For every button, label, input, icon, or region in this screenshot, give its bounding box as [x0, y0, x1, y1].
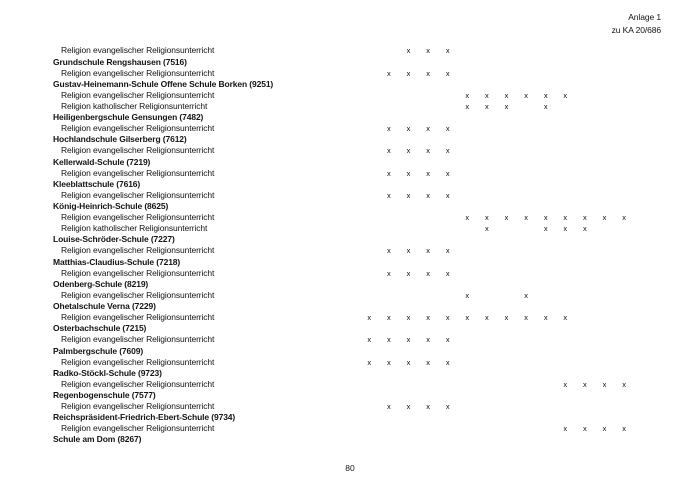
school-row	[0, 279, 700, 290]
grade-mark-x: x	[543, 101, 548, 111]
school-row	[0, 346, 700, 357]
grade-mark-x: x	[387, 335, 391, 345]
grade-mark-x: x	[406, 190, 411, 200]
subject-label: Religion evangelischer Religionsunterricht	[61, 356, 215, 367]
grade-mark-x: x	[504, 90, 509, 100]
grade-mark-x: x	[445, 357, 450, 367]
school-row	[0, 301, 700, 312]
grade-mark-x: x	[583, 379, 587, 389]
school-name: Schule am Dom (8267)	[53, 434, 142, 445]
grade-mark-x: x	[485, 101, 489, 111]
subject-label: Religion evangelischer Religionsunterricht	[61, 123, 215, 134]
grade-mark-x: x	[485, 224, 489, 234]
subject-label: Religion katholischer Religionsunterricht	[61, 223, 208, 234]
subject-row	[0, 312, 700, 323]
school-name: Regenbogenschule (7577)	[53, 389, 156, 400]
grade-mark-x: x	[563, 224, 568, 234]
grade-mark-x: x	[445, 168, 450, 178]
grade-mark-x: x	[622, 379, 626, 389]
grade-mark-x: x	[426, 357, 430, 367]
subject-label: Religion evangelischer Religionsunterricht	[61, 267, 215, 278]
grade-mark-x: x	[426, 46, 430, 56]
grade-mark-x: x	[406, 402, 411, 412]
grade-mark-x: x	[406, 68, 411, 78]
grade-mark-x: x	[426, 190, 430, 200]
subject-row	[0, 101, 700, 112]
school-name: Radko-Stöckl-Schule (9723)	[53, 367, 162, 378]
grade-mark-x: x	[426, 146, 430, 156]
grade-mark-x: x	[563, 90, 568, 100]
grade-mark-x: x	[445, 46, 450, 56]
grade-mark-x: x	[406, 357, 411, 367]
subject-row	[0, 68, 700, 79]
header-annex-label: Anlage 1	[628, 12, 661, 22]
grade-mark-x: x	[445, 246, 450, 256]
grade-mark-x: x	[504, 101, 509, 111]
grade-mark-x: x	[445, 68, 450, 78]
school-row	[0, 323, 700, 334]
school-name: Osterbachschule (7215)	[53, 323, 147, 334]
grade-mark-x: x	[485, 90, 489, 100]
grade-mark-x: x	[426, 68, 430, 78]
grade-mark-x: x	[387, 313, 391, 323]
grade-mark-x: x	[465, 90, 470, 100]
subject-label: Religion evangelischer Religionsunterricht	[61, 289, 215, 300]
grade-mark-x: x	[387, 357, 391, 367]
grade-mark-x: x	[406, 124, 411, 134]
grade-mark-x: x	[524, 213, 528, 223]
grade-mark-x: x	[485, 313, 489, 323]
subject-label: Religion evangelischer Religionsunterricht	[61, 378, 215, 389]
grade-mark-x: x	[387, 402, 391, 412]
grade-mark-x: x	[445, 190, 450, 200]
subject-label: Religion evangelischer Religionsunterricht	[61, 145, 215, 156]
grade-mark-x: x	[406, 335, 411, 345]
subject-label: Religion evangelischer Religionsunterricht	[61, 312, 215, 323]
grade-mark-x: x	[406, 146, 411, 156]
subject-row	[0, 223, 700, 234]
subject-row	[0, 423, 700, 434]
grade-mark-x: x	[367, 357, 372, 367]
subject-row	[0, 145, 700, 156]
grade-mark-x: x	[602, 213, 607, 223]
school-name: Odenberg-Schule (8219)	[53, 278, 149, 289]
subject-row	[0, 268, 700, 279]
school-name: König-Heinrich-Schule (8625)	[53, 201, 169, 211]
school-name: Hochlandschule Gilserberg (7612)	[53, 134, 187, 145]
school-row	[0, 434, 700, 445]
grade-mark-x: x	[524, 290, 528, 300]
grade-mark-x: x	[367, 335, 372, 345]
grade-mark-x: x	[406, 313, 411, 323]
grade-mark-x: x	[387, 268, 391, 278]
school-row	[0, 201, 700, 212]
grade-mark-x: x	[583, 224, 587, 234]
grade-mark-x: x	[465, 101, 470, 111]
header-reference-label: zu KA 20/686	[611, 25, 661, 35]
grade-mark-x: x	[387, 146, 391, 156]
subject-row	[0, 357, 700, 368]
grade-mark-x: x	[426, 168, 430, 178]
school-row	[0, 179, 700, 190]
grade-mark-x: x	[622, 213, 626, 223]
grade-mark-x: x	[563, 313, 568, 323]
subject-label: Religion evangelischer Religionsunterricht	[61, 67, 215, 78]
subject-row	[0, 190, 700, 201]
grade-mark-x: x	[426, 124, 430, 134]
school-name: Grundschule Rengshausen (7516)	[53, 56, 187, 67]
subject-label: Religion evangelischer Religionsunterricht	[61, 401, 215, 412]
grade-mark-x: x	[524, 313, 528, 323]
school-name: Ohetalschule Verna (7229)	[53, 301, 156, 312]
subject-row	[0, 123, 700, 134]
grade-mark-x: x	[406, 168, 411, 178]
subject-label: Religion evangelischer Religionsunterricht	[61, 212, 215, 223]
grade-mark-x: x	[543, 213, 548, 223]
subject-row	[0, 168, 700, 179]
school-name: Gustav-Heinemann-Schule Offene Schule Borken (9251)	[53, 78, 274, 89]
grade-mark-x: x	[406, 46, 411, 56]
school-name: Matthias-Claudius-Schule (7218)	[53, 256, 181, 267]
school-row	[0, 157, 700, 168]
grade-mark-x: x	[445, 402, 450, 412]
grade-mark-x: x	[445, 268, 450, 278]
school-name: Reichspräsident-Friedrich-Ebert-Schule (9734)	[53, 412, 236, 423]
grade-mark-x: x	[465, 213, 470, 223]
school-row	[0, 134, 700, 145]
page-footer	[0, 462, 700, 474]
grade-mark-x: x	[543, 313, 548, 323]
subject-row	[0, 379, 700, 390]
grade-mark-x: x	[563, 379, 568, 389]
subject-label: Religion evangelischer Religionsunterricht	[61, 423, 215, 434]
grade-mark-x: x	[406, 246, 411, 256]
grade-mark-x: x	[543, 90, 548, 100]
subject-row	[0, 290, 700, 301]
grade-mark-x: x	[426, 402, 430, 412]
school-row	[0, 234, 700, 245]
grade-mark-x: x	[445, 313, 450, 323]
school-row	[0, 368, 700, 379]
school-name: Kleeblattschule (7616)	[53, 178, 141, 189]
grade-mark-x: x	[387, 68, 391, 78]
subject-label: Religion evangelischer Religionsunterricht	[61, 89, 215, 100]
school-name: Kellerwald-Schule (7219)	[53, 156, 151, 167]
grade-mark-x: x	[504, 213, 509, 223]
grade-mark-x: x	[622, 424, 626, 434]
subject-row	[0, 212, 700, 223]
grade-mark-x: x	[524, 90, 528, 100]
grade-mark-x: x	[426, 268, 430, 278]
school-name: Louise-Schröder-Schule (7227)	[53, 234, 175, 245]
grade-mark-x: x	[465, 290, 470, 300]
school-row	[0, 79, 700, 90]
grade-mark-x: x	[406, 268, 411, 278]
grade-mark-x: x	[445, 146, 450, 156]
school-name: Palmbergschule (7609)	[53, 345, 144, 356]
school-row	[0, 412, 700, 423]
grade-mark-x: x	[504, 313, 509, 323]
subject-label: Religion evangelischer Religionsunterricht	[61, 167, 215, 178]
grade-mark-x: x	[387, 168, 391, 178]
subject-label: Religion evangelischer Religionsunterricht	[61, 189, 215, 200]
subject-row	[0, 90, 700, 101]
grade-mark-x: x	[583, 424, 587, 434]
grade-mark-x: x	[367, 313, 372, 323]
grade-mark-x: x	[426, 335, 430, 345]
school-row	[0, 257, 700, 268]
school-row	[0, 390, 700, 401]
grade-mark-x: x	[426, 313, 430, 323]
grade-mark-x: x	[445, 335, 450, 345]
subject-row	[0, 401, 700, 412]
grade-mark-x: x	[485, 213, 489, 223]
grade-mark-x: x	[445, 124, 450, 134]
grade-mark-x: x	[465, 313, 470, 323]
grade-mark-x: x	[426, 246, 430, 256]
subject-label: Religion katholischer Religionsunterricht	[61, 100, 208, 111]
subject-row	[0, 45, 700, 56]
grade-mark-x: x	[387, 190, 391, 200]
school-row	[0, 112, 700, 123]
grade-mark-x: x	[602, 379, 607, 389]
school-name: Heiligenbergschule Gensungen (7482)	[53, 112, 204, 123]
grade-mark-x: x	[602, 424, 607, 434]
grade-mark-x: x	[387, 124, 391, 134]
subject-label: Religion evangelischer Religionsunterricht	[61, 334, 215, 345]
school-row	[0, 57, 700, 68]
grade-mark-x: x	[583, 213, 587, 223]
grade-mark-x: x	[387, 246, 391, 256]
subject-label: Religion evangelischer Religionsunterricht	[61, 245, 215, 256]
subject-row	[0, 245, 700, 256]
subject-row	[0, 334, 700, 345]
grade-mark-x: x	[563, 213, 568, 223]
page-number: 80	[345, 463, 355, 473]
subject-label: Religion evangelischer Religionsunterricht	[61, 45, 215, 56]
grade-mark-x: x	[543, 224, 548, 234]
grade-mark-x: x	[563, 424, 568, 434]
